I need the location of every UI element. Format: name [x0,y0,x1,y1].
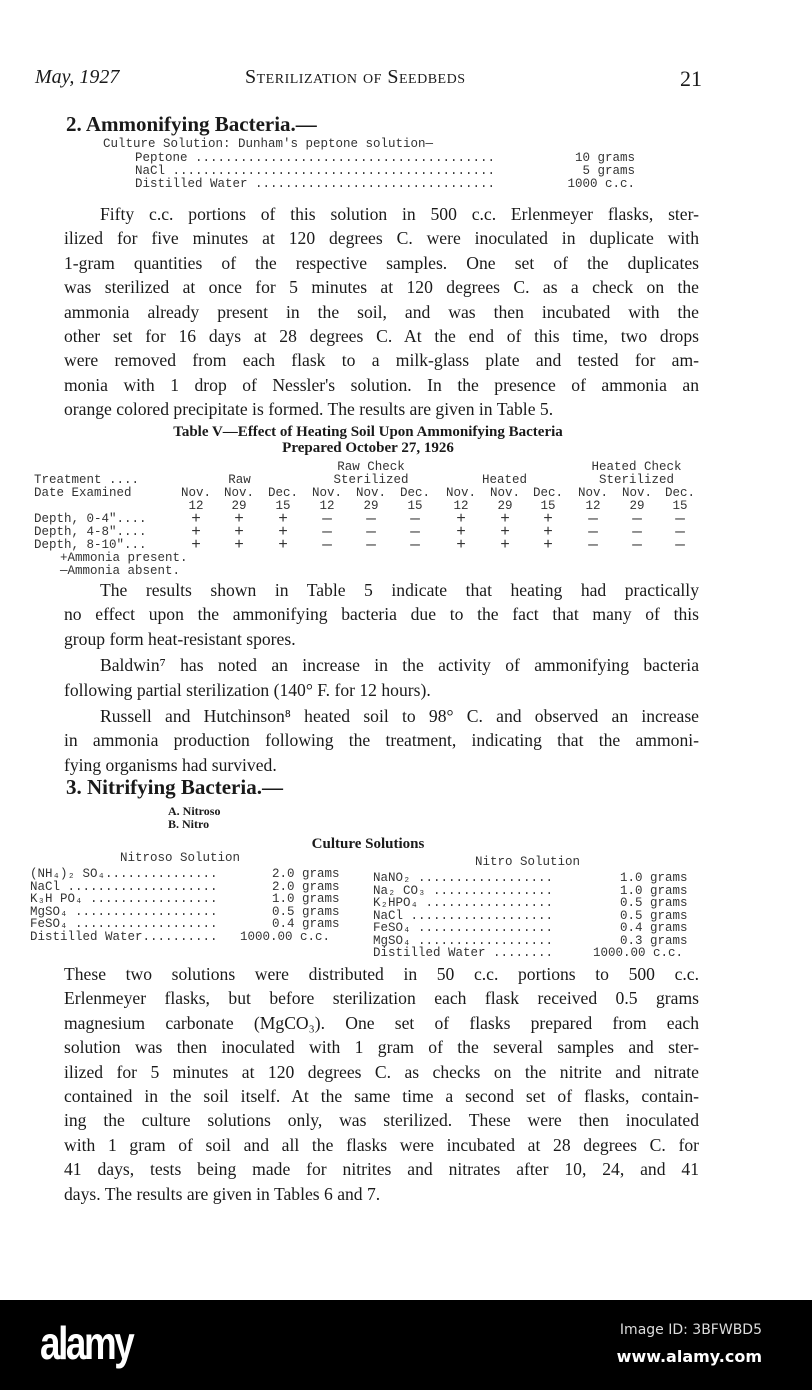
table-cell: + [500,536,510,554]
table-cell: + [500,523,510,541]
table-cell: — [632,536,642,554]
table-cell: — [322,523,332,541]
date-month: Dec. [267,486,298,500]
table-cell: + [234,536,244,554]
image-id: Image ID: 3BFWBD5 [619,1322,762,1338]
table-cell: — [410,510,420,528]
table5-subtitle: Prepared October 27, 1926 [282,440,454,456]
text-line: were removed from each flask to a milk-glass plate and tested for am- [64,350,699,371]
text-line: Russell and Hutchinson⁸ heated soil to 98° C. and observed an increase [100,706,699,726]
row-label: Depth, 0-4".... [34,512,147,526]
nitroso-item: FeSO₄ ................... [30,917,218,931]
group-header: Raw Check [337,460,405,474]
date-day: 29 [363,499,379,513]
group-header: Heated [481,473,527,487]
text-line: ammonia already present in the soil, and was then incubated with the [64,301,699,322]
ingredient-amount: 5 grams [582,164,635,178]
row-label-date: Date Examined [34,486,132,500]
date-day: 12 [453,499,469,513]
group-header: Raw [228,473,251,487]
nitroso-title: Nitroso Solution [120,851,241,865]
nitro-item: NaCl ................... [373,908,554,923]
nitro-amount: 1000.00 c.c. [593,946,684,960]
date-day: 29 [231,499,247,513]
date-month: Nov. [311,486,342,500]
date-day: 15 [540,499,556,513]
text-line: These two solutions were distributed in 50 c.c. portions to 500 c.c. [64,964,699,984]
ingredient-name: NaCl ........................................... [135,164,496,178]
legend-item: —Ammonia absent. [60,564,181,578]
table-cell: + [278,523,288,541]
page-number: 21 [680,66,702,91]
table-cell: — [675,510,685,528]
date-day: 15 [407,499,423,513]
table-cell: + [191,510,201,528]
date-month: Nov. [223,486,254,500]
date-month: Nov. [355,486,386,500]
text-line: no effect upon the ammonifying bacteria due to the fact that many of this [64,604,699,625]
date-month: Nov. [577,486,608,500]
table-cell: — [675,536,685,554]
row-label: Depth, 4-8".... [34,525,147,539]
text-line: ilized for 5 minutes at 120 degrees C. as checks on the nitrite and nitrate [64,1061,699,1082]
date-day: 29 [629,499,645,513]
nitro-item: Distilled Water ........ [373,946,554,960]
text-line: 41 days, tests being made for nitrites and nitrates after 10, 24, and 41 [64,1159,699,1180]
nitro-amount: 0.4 grams [620,921,688,935]
text-line: orange colored precipitate is formed. The results are given in Table 5. [64,399,554,420]
table-cell: — [588,523,598,541]
table-cell: + [543,523,553,541]
table-cell: + [234,510,244,528]
text-line: contained in the soil itself. At the same time a second set of flasks, contain- [64,1086,699,1106]
text-line: days. The results are given in Tables 6 and 7. [64,1183,381,1204]
watermark-url: www.alamy.com [616,1347,762,1366]
text-line: in ammonia production following the treatment, indicating that the ammoni- [64,730,699,751]
ingredient-name: Distilled Water ................................ [135,177,496,191]
table-cell: — [410,523,420,541]
table-cell: + [543,510,553,528]
text-line: other set for 16 days at 28 degrees C. At the end of this time, two drops [64,326,699,346]
text-line: was sterilized at once for 5 minutes at 120 degrees C. as a check on the [64,277,699,298]
table-cell: + [191,523,201,541]
nitroso-amount: 1000.00 c.c. [240,929,331,944]
ingredient-amount: 10 grams [574,151,635,165]
text-line: Erlenmeyer flasks, but before sterilization each flask received 0.5 grams [64,988,699,1009]
date-day: 12 [319,499,335,513]
watermark-bar [0,1300,812,1390]
subitem-b: B. Nitro [168,817,210,831]
text-line: Fifty c.c. portions of this solution in 500 c.c. Erlenmeyer flasks, ster- [100,204,699,224]
table-cell: — [632,510,642,528]
nitro-item: Na₂ CO₃ ................ [373,883,554,898]
nitro-item: K₂HPO₄ ................. [373,896,554,910]
text-line: with 1 gram of soil and all the flasks were incubated at 28 degrees C. for [64,1134,699,1155]
table-cell: + [543,536,553,554]
date-day: 12 [188,499,204,513]
text-line: Baldwin⁷ has noted an increase in the activity of ammonifying bacteria [100,655,699,676]
ingredient-amount: 1000 c.c. [567,177,635,191]
date-day: 15 [275,499,291,513]
header-title: Sterilization of Seedbeds [245,66,466,88]
group-header: Heated Check [591,460,682,474]
table-cell: + [456,523,466,541]
nitroso-amount: 2.0 grams [272,879,340,894]
table-cell: — [675,523,685,541]
text-line: magnesium carbonate (MgCO₃). One set of flasks prepared from each [64,1012,699,1033]
text-line: solution was then inoculated with 1 gram of the several samples and ster- [64,1037,699,1058]
date-month: Dec. [664,486,695,500]
nitroso-item: Distilled Water.......... [30,929,218,944]
nitroso-item: K₃H PO₄ ................. [30,892,218,906]
nitro-amount: 0.5 grams [620,908,688,923]
table-cell: + [234,523,244,541]
nitro-item: MgSO₄ .................. [373,933,554,948]
ingredient-name: Peptone ........................................ [135,151,496,165]
nitroso-amount: 2.0 grams [272,867,340,881]
date-month: Nov. [445,486,476,500]
date-month: Nov. [180,486,211,500]
alamy-logo: alamy [40,1317,133,1369]
date-day: 29 [497,499,513,513]
nitro-amount: 1.0 grams [620,883,688,898]
text-line: ing the culture solutions only, was sterilized. These were then inoculated [64,1110,699,1131]
nitro-item: NaNO₂ .................. [373,871,554,885]
group-header: Sterilized [333,473,409,487]
header-date: May, 1927 [35,66,120,88]
text-line: following partial sterilization (140° F. for 12 hours). [64,679,431,700]
table-cell: — [366,510,376,528]
nitro-title: Nitro Solution [475,855,581,869]
table-cell: — [322,536,332,554]
table-cell: + [278,536,288,554]
date-month: Dec. [399,486,430,500]
text-line: group form heat-resistant spores. [64,628,296,649]
row-label: Depth, 8-10"... [34,538,147,552]
text-line: The results shown in Table 5 indicate that heating had practically [100,580,699,600]
nitro-amount: 0.5 grams [620,896,688,910]
table-cell: — [410,536,420,554]
date-month: Dec. [532,486,563,500]
section-2-heading: 2. Ammonifying Bacteria.— [66,112,317,136]
date-month: Nov. [621,486,652,500]
nitroso-item: NaCl .................... [30,879,218,894]
nitro-amount: 0.3 grams [620,933,688,948]
section-3-heading: 3. Nitrifying Bacteria.— [66,775,283,799]
table-cell: — [366,523,376,541]
nitroso-item: (NH₄)₂ SO₄............... [30,867,218,881]
table-cell: + [500,510,510,528]
nitro-item: FeSO₄ .................. [373,921,554,935]
subitem-a: A. Nitroso [168,804,221,818]
table-cell: + [456,536,466,554]
table-cell: — [632,523,642,541]
table5-title: Table V—Effect of Heating Soil Upon Ammonifying Bacteria [173,424,563,440]
row-label-treatment: Treatment .... [34,473,140,487]
date-month: Nov. [489,486,520,500]
date-day: 15 [672,499,688,513]
culture-solution-label: Culture Solution: Dunham's peptone solution— [103,137,434,151]
date-day: 12 [585,499,601,513]
nitro-amount: 1.0 grams [620,871,688,885]
nitroso-amount: 0.4 grams [272,917,340,931]
nitroso-amount: 0.5 grams [272,904,340,919]
table-cell: + [278,510,288,528]
table-cell: — [366,536,376,554]
table-cell: — [322,510,332,528]
legend-item: +Ammonia present. [60,551,188,565]
text-line: 1-gram quantities of the respective samples. One set of the duplicates [64,252,699,273]
text-line: ilized for five minutes at 120 degrees C. were inoculated in duplicate with [64,228,699,249]
table-cell: — [588,510,598,528]
text-line: fying organisms had survived. [64,754,277,775]
culture-solutions-title: Culture Solutions [311,836,425,852]
table-cell: — [588,536,598,554]
group-header: Sterilized [598,473,674,487]
text-line: monia with 1 drop of Nessler's solution. In the presence of ammonia an [64,374,699,395]
nitroso-item: MgSO₄ ................... [30,904,218,919]
table-cell: + [456,510,466,528]
table-cell: + [191,536,201,554]
nitroso-amount: 1.0 grams [272,892,340,906]
